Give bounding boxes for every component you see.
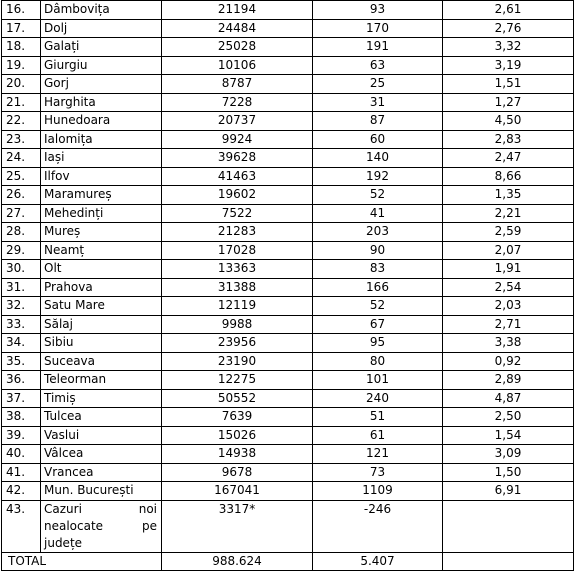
row-number: 35.	[2, 352, 41, 371]
table-row	[2, 445, 574, 464]
total-cases-cell: 19602	[162, 186, 313, 205]
county-name: Ilfov	[41, 167, 162, 186]
row-number: 38.	[2, 408, 41, 427]
rate-cell: 2,54	[443, 278, 574, 297]
row-number: 16.	[2, 1, 41, 20]
row-number: 40.	[2, 445, 41, 464]
new-cases-cell: 240	[313, 389, 443, 408]
table-row	[2, 463, 574, 482]
table-row	[2, 112, 574, 131]
county-name: Vaslui	[41, 426, 162, 445]
county-name: Sălaj	[41, 315, 162, 334]
table-row	[2, 223, 574, 242]
new-cases-cell: 1109	[313, 482, 443, 501]
new-cases-cell: 101	[313, 371, 443, 390]
row-number: 42.	[2, 482, 41, 501]
new-cases-cell: 170	[313, 19, 443, 38]
rate-cell: 2,47	[443, 149, 574, 168]
total-cases-cell: 21194	[162, 1, 313, 20]
rate-cell: 2,89	[443, 371, 574, 390]
rate-cell: 6,91	[443, 482, 574, 501]
county-name: Satu Mare	[41, 297, 162, 316]
grand-total-rate	[443, 552, 574, 570]
table-row	[2, 389, 574, 408]
row-number: 32.	[2, 297, 41, 316]
row-number: 37.	[2, 389, 41, 408]
total-cases-cell: 8787	[162, 75, 313, 94]
new-cases-cell: 191	[313, 38, 443, 57]
county-name: Olt	[41, 260, 162, 279]
rate-cell: 2,76	[443, 19, 574, 38]
rate-cell: 2,83	[443, 130, 574, 149]
total-cases-cell: 17028	[162, 241, 313, 260]
rate-cell: 2,61	[443, 1, 574, 20]
county-name: Vâlcea	[41, 445, 162, 464]
table-row	[2, 149, 574, 168]
county-name: Prahova	[41, 278, 162, 297]
table-row	[2, 278, 574, 297]
table-row	[2, 186, 574, 205]
row-number: 41.	[2, 463, 41, 482]
row-number: 36.	[2, 371, 41, 390]
new-cases-cell: 203	[313, 223, 443, 242]
table-row	[2, 19, 574, 38]
row-number: 39.	[2, 426, 41, 445]
row-number: 30.	[2, 260, 41, 279]
new-cases-cell: 61	[313, 426, 443, 445]
total-cases-cell: 3317*	[162, 500, 313, 552]
rate-cell: 8,66	[443, 167, 574, 186]
total-cases-cell: 9924	[162, 130, 313, 149]
rate-cell: 2,07	[443, 241, 574, 260]
new-cases-cell: 63	[313, 56, 443, 75]
new-cases-cell: 80	[313, 352, 443, 371]
row-number: 23.	[2, 130, 41, 149]
new-cases-cell: 192	[313, 167, 443, 186]
rate-cell: 2,21	[443, 204, 574, 223]
table-row	[2, 315, 574, 334]
total-cases-cell: 7228	[162, 93, 313, 112]
total-cases-cell: 20737	[162, 112, 313, 131]
table-row	[2, 426, 574, 445]
table-row	[2, 130, 574, 149]
rate-cell: 2,50	[443, 408, 574, 427]
table-row	[2, 75, 574, 94]
table-row	[2, 38, 574, 57]
table-row	[2, 260, 574, 279]
total-cases-cell: 50552	[162, 389, 313, 408]
county-name: Tulcea	[41, 408, 162, 427]
county-name: Dolj	[41, 19, 162, 38]
county-name: Galați	[41, 38, 162, 57]
county-name: Iași	[41, 149, 162, 168]
table-row	[2, 204, 574, 223]
rate-cell: 1,51	[443, 75, 574, 94]
county-name: Mun. București	[41, 482, 162, 501]
total-cases-cell: 12119	[162, 297, 313, 316]
county-cases-table	[1, 0, 574, 571]
table-row	[2, 93, 574, 112]
total-cases-cell: 21283	[162, 223, 313, 242]
county-name: Neamț	[41, 241, 162, 260]
total-cases-cell: 12275	[162, 371, 313, 390]
new-cases-cell: 31	[313, 93, 443, 112]
table-row	[2, 482, 574, 501]
new-cases-cell: 83	[313, 260, 443, 279]
row-number: 18.	[2, 38, 41, 57]
grand-total-new-cases: 5.407	[313, 552, 443, 570]
total-cases-cell: 24484	[162, 19, 313, 38]
table-row	[2, 334, 574, 353]
new-cases-cell: 93	[313, 1, 443, 20]
rate-cell: 0,92	[443, 352, 574, 371]
county-name: Hunedoara	[41, 112, 162, 131]
rate-cell: 1,50	[443, 463, 574, 482]
total-cases-cell: 25028	[162, 38, 313, 57]
new-cases-cell: 52	[313, 186, 443, 205]
total-cases-cell: 7522	[162, 204, 313, 223]
table-row-total	[2, 552, 574, 570]
new-cases-cell: 51	[313, 408, 443, 427]
table-row-unallocated	[2, 500, 574, 552]
row-number: 33.	[2, 315, 41, 334]
table-row	[2, 56, 574, 75]
county-name: Suceava	[41, 352, 162, 371]
county-name: Vrancea	[41, 463, 162, 482]
row-number: 25.	[2, 167, 41, 186]
row-number: 29.	[2, 241, 41, 260]
total-cases-cell: 41463	[162, 167, 313, 186]
county-name: Gorj	[41, 75, 162, 94]
new-cases-cell: 25	[313, 75, 443, 94]
total-cases-cell: 23190	[162, 352, 313, 371]
table-body	[2, 1, 574, 571]
total-cases-cell: 9678	[162, 463, 313, 482]
county-name: Mehedinți	[41, 204, 162, 223]
rate-cell: 1,54	[443, 426, 574, 445]
county-name: Giurgiu	[41, 56, 162, 75]
rate-cell: 2,71	[443, 315, 574, 334]
total-label: TOTAL	[2, 552, 162, 570]
new-cases-cell: 90	[313, 241, 443, 260]
county-name: Sibiu	[41, 334, 162, 353]
grand-total-cases: 988.624	[162, 552, 313, 570]
county-name: Mureș	[41, 223, 162, 242]
total-cases-cell: 31388	[162, 278, 313, 297]
row-number: 20.	[2, 75, 41, 94]
rate-cell: 1,35	[443, 186, 574, 205]
new-cases-cell: 140	[313, 149, 443, 168]
row-number: 27.	[2, 204, 41, 223]
county-name: Dâmbovița	[41, 1, 162, 20]
new-cases-cell: 60	[313, 130, 443, 149]
county-name: Teleorman	[41, 371, 162, 390]
table-row	[2, 408, 574, 427]
total-cases-cell: 14938	[162, 445, 313, 464]
rate-cell: 3,38	[443, 334, 574, 353]
row-number: 34.	[2, 334, 41, 353]
new-cases-cell: 87	[313, 112, 443, 131]
new-cases-cell: 121	[313, 445, 443, 464]
new-cases-cell: 73	[313, 463, 443, 482]
row-number: 22.	[2, 112, 41, 131]
new-cases-cell: -246	[313, 500, 443, 552]
total-cases-cell: 10106	[162, 56, 313, 75]
rate-cell: 1,27	[443, 93, 574, 112]
table-row	[2, 352, 574, 371]
total-cases-cell: 39628	[162, 149, 313, 168]
total-cases-cell: 15026	[162, 426, 313, 445]
new-cases-cell: 95	[313, 334, 443, 353]
county-name: Maramureș	[41, 186, 162, 205]
rate-cell: 3,19	[443, 56, 574, 75]
new-cases-cell: 67	[313, 315, 443, 334]
unallocated-label: Cazuri noi nealocate pe județe	[41, 500, 162, 552]
county-name: Harghita	[41, 93, 162, 112]
rate-cell: 2,59	[443, 223, 574, 242]
new-cases-cell: 52	[313, 297, 443, 316]
rate-cell: 3,09	[443, 445, 574, 464]
rate-cell: 4,50	[443, 112, 574, 131]
row-number: 17.	[2, 19, 41, 38]
table-row	[2, 1, 574, 20]
rate-cell: 1,91	[443, 260, 574, 279]
table-row	[2, 167, 574, 186]
rate-cell	[443, 500, 574, 552]
row-number: 31.	[2, 278, 41, 297]
total-cases-cell: 13363	[162, 260, 313, 279]
total-cases-cell: 23956	[162, 334, 313, 353]
rate-cell: 2,03	[443, 297, 574, 316]
rate-cell: 3,32	[443, 38, 574, 57]
row-number: 21.	[2, 93, 41, 112]
row-number: 19.	[2, 56, 41, 75]
total-cases-cell: 167041	[162, 482, 313, 501]
row-number: 26.	[2, 186, 41, 205]
total-cases-cell: 7639	[162, 408, 313, 427]
table-row	[2, 297, 574, 316]
rate-cell: 4,87	[443, 389, 574, 408]
table-row	[2, 371, 574, 390]
county-name: Timiș	[41, 389, 162, 408]
county-name: Ialomița	[41, 130, 162, 149]
new-cases-cell: 166	[313, 278, 443, 297]
total-cases-cell: 9988	[162, 315, 313, 334]
new-cases-cell: 41	[313, 204, 443, 223]
row-number: 28.	[2, 223, 41, 242]
row-number: 24.	[2, 149, 41, 168]
table-row	[2, 241, 574, 260]
row-number: 43.	[2, 500, 41, 552]
